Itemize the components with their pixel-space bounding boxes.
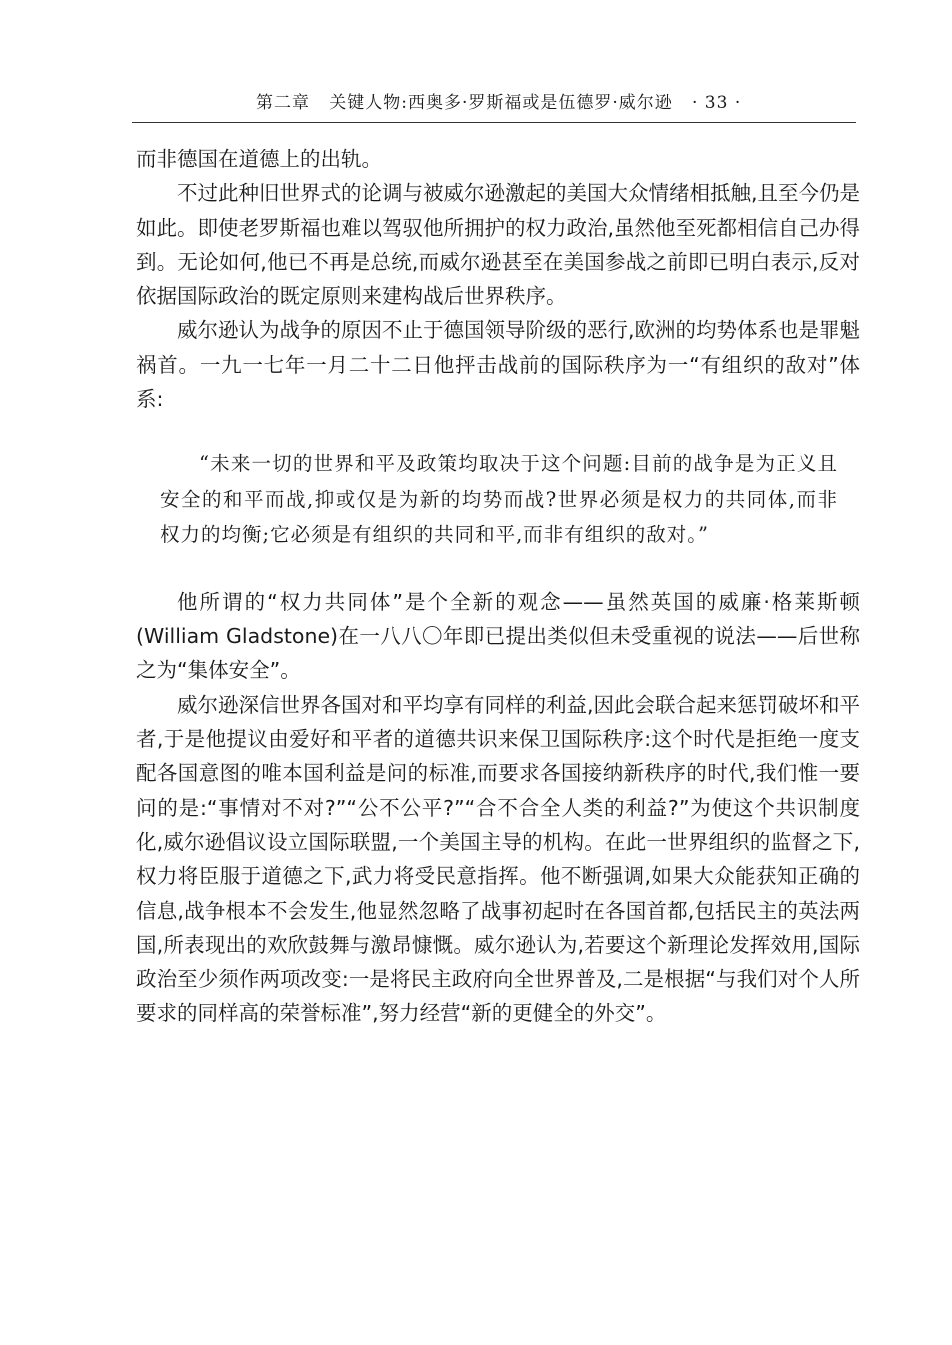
running-header (256, 88, 836, 118)
paragraph: 威尔逊深信世界各国对和平均享有同样的利益,因此会联合起来惩罚破坏和平者,于是他提议由爱好和平者的道德共识来保卫国际秩序:这个时代是拒绝一度支配各国意图的唯本国利益是问的标准,而要求各国接纳新秩序的时代,我们惟一要问的是:“事情对不对?”“公不公平?”“合不合全人类的利益?”为使这个共识制度化,威尔逊倡议设立国际联盟,一个美国主导的机构。在此一世界组织的监督之下,权力将臣服于道德之下,武力将受民意指挥。他不断强调,如果大众能获知正确的信息,战争根本不会发生,他显然忽略了战事初起时在各国首都,包括民主的英法两国,所表现出的欢欣鼓舞与激昂慷慨。威尔逊认为,若要这个新理论发挥效用,国际政治至少须作两项改变:一是将民主政府向全世界普及,二是根据“与我们对个人所要求的同样高的荣誉标准”,努力经营“新的更健全的外交”。 (136, 692, 861, 1026)
paragraph: 而非德国在道德上的出轨。 (136, 147, 382, 171)
paragraph: 不过此种旧世界式的论调与被威尔逊激起的美国大众情绪相抵触,且至今仍是如此。即使老罗斯福也难以驾驭他所拥护的权力政治,虽然他至死都相信自己办得到。无论如何,他已不再是总统,而威尔逊甚至在美国参战之前即已明白表示,反对依据国际政治的既定原则来建构战后世界秩序。 (136, 181, 861, 309)
paragraph: 他所谓的“权力共同体”是个全新的观念——虽然英国的威廉·格莱斯顿(William Gladstone)在一八八〇年即已提出类似但未受重视的说法——后世称之为“集体安全”。 (136, 589, 860, 683)
paragraph: 威尔逊认为战争的原因不止于德国领导阶级的恶行,欧洲的均势体系也是罪魁祸首。一九一七年一月二十二日他抨击战前的国际秩序为一“有组织的敌对”体系: (136, 318, 861, 412)
chapter-title: 关键人物:西奥多·罗斯福或是伍德罗·威尔逊 (329, 93, 673, 113)
page-number: · 33 · (691, 93, 742, 113)
header-rule (132, 122, 856, 123)
block-quote: “未来一切的世界和平及政策均取决于这个问题:目前的战争是为正义且安全的和平而战,抑或仅是为新的均势而战?世界必须是权力的共同体,而非权力的均衡;它必须是有组织的共同和平,而非有组织的敌对。” (160, 452, 838, 547)
body-text (136, 142, 860, 1031)
chapter-label: 第二章 (256, 93, 310, 113)
